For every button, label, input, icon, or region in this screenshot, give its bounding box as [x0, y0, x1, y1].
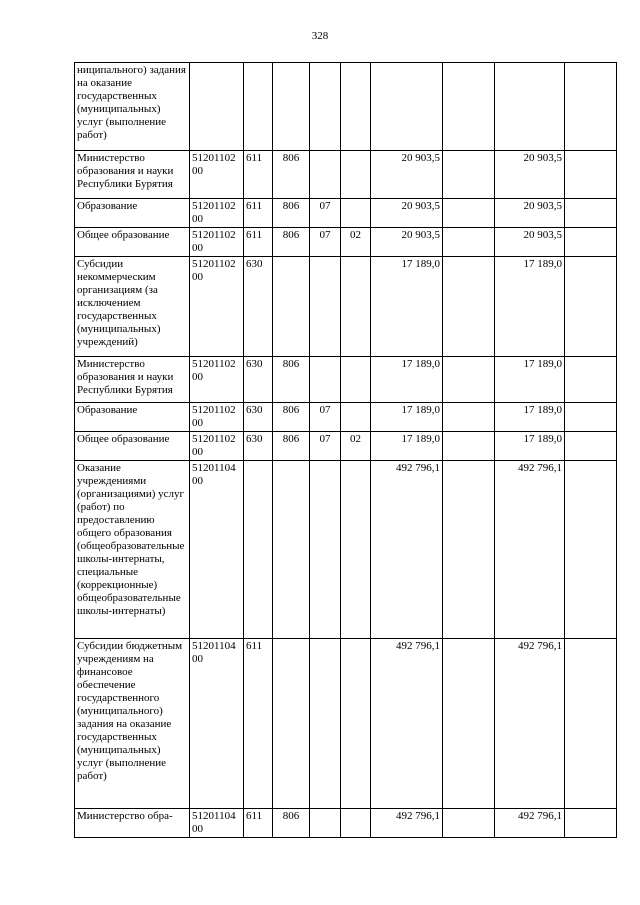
- row-sum1-cell: 17 189,0: [371, 403, 443, 432]
- row-pr-cell: [341, 639, 371, 809]
- table-row: [75, 257, 617, 357]
- row-code-cell: 5120110400: [190, 809, 244, 838]
- row-rz-cell: 07: [310, 432, 341, 461]
- row-empty-cell: [565, 639, 617, 809]
- row-sum1-cell: 492 796,1: [371, 639, 443, 809]
- row-grbs-cell: [273, 257, 310, 357]
- row-grbs-cell: 806: [273, 809, 310, 838]
- page-number: 328: [311, 30, 329, 42]
- row-code-cell: 5120110400: [190, 461, 244, 639]
- row-empty-cell: [565, 257, 617, 357]
- row-empty-cell: [443, 357, 495, 403]
- row-empty-cell: [565, 403, 617, 432]
- row-sum1-cell: 20 903,5: [371, 228, 443, 257]
- row-pr-cell: [341, 809, 371, 838]
- row-empty-cell: [443, 151, 495, 199]
- row-name-cell: Оказание учреждениями (организациями) услуг (работ) по предоставлению общего образования (общеобразовательные школы-интернаты, специальные (коррекционные) общеобразовательные школы-интернаты): [75, 461, 190, 639]
- row-sum1-cell: 492 796,1: [371, 809, 443, 838]
- row-empty-cell: [443, 257, 495, 357]
- row-sum2-cell: 17 189,0: [495, 357, 565, 403]
- row-empty-cell: [565, 228, 617, 257]
- row-rz-cell: [310, 357, 341, 403]
- row-rz-cell: 07: [310, 228, 341, 257]
- row-sum1-cell: 20 903,5: [371, 199, 443, 228]
- row-vr-cell: 630: [244, 257, 273, 357]
- row-empty-cell: [565, 199, 617, 228]
- row-name-cell: Министерство образования и науки Республики Бурятия: [75, 357, 190, 403]
- row-sum2-cell: 492 796,1: [495, 461, 565, 639]
- table-row: [75, 228, 617, 257]
- row-vr-cell: 611: [244, 809, 273, 838]
- row-vr-cell: 611: [244, 199, 273, 228]
- row-grbs-cell: [273, 639, 310, 809]
- row-empty-cell: [565, 432, 617, 461]
- row-code-cell: 5120110400: [190, 639, 244, 809]
- row-empty-cell: [443, 199, 495, 228]
- table-row: [75, 461, 617, 639]
- row-vr-cell: 630: [244, 403, 273, 432]
- row-code-cell: [190, 63, 244, 151]
- table-body: [75, 63, 617, 838]
- row-vr-cell: 611: [244, 228, 273, 257]
- row-rz-cell: [310, 257, 341, 357]
- row-code-cell: 5120110200: [190, 257, 244, 357]
- row-code-cell: 5120110200: [190, 432, 244, 461]
- row-sum2-cell: 492 796,1: [495, 809, 565, 838]
- row-sum1-cell: 17 189,0: [371, 432, 443, 461]
- row-vr-cell: 630: [244, 432, 273, 461]
- row-grbs-cell: [273, 461, 310, 639]
- row-grbs-cell: 806: [273, 151, 310, 199]
- row-name-cell: Министерство образования и науки Республики Бурятия: [75, 151, 190, 199]
- row-grbs-cell: 806: [273, 199, 310, 228]
- row-empty-cell: [565, 151, 617, 199]
- row-name-cell: Образование: [75, 403, 190, 432]
- row-pr-cell: [341, 151, 371, 199]
- row-rz-cell: [310, 63, 341, 151]
- row-grbs-cell: 806: [273, 228, 310, 257]
- row-pr-cell: [341, 199, 371, 228]
- row-code-cell: 5120110200: [190, 199, 244, 228]
- row-sum1-cell: [371, 63, 443, 151]
- row-rz-cell: [310, 809, 341, 838]
- table-row: [75, 639, 617, 809]
- row-sum1-cell: 20 903,5: [371, 151, 443, 199]
- row-sum2-cell: 20 903,5: [495, 151, 565, 199]
- row-rz-cell: 07: [310, 403, 341, 432]
- row-pr-cell: 02: [341, 432, 371, 461]
- row-sum1-cell: 17 189,0: [371, 357, 443, 403]
- table-row: [75, 432, 617, 461]
- row-sum2-cell: 20 903,5: [495, 228, 565, 257]
- table-row: [75, 357, 617, 403]
- row-empty-cell: [443, 639, 495, 809]
- row-sum2-cell: 17 189,0: [495, 257, 565, 357]
- budget-table: [74, 62, 617, 838]
- row-empty-cell: [443, 403, 495, 432]
- row-code-cell: 5120110200: [190, 357, 244, 403]
- row-grbs-cell: 806: [273, 403, 310, 432]
- table-row: [75, 63, 617, 151]
- table-row: [75, 403, 617, 432]
- table-row: [75, 199, 617, 228]
- row-sum2-cell: 492 796,1: [495, 639, 565, 809]
- row-empty-cell: [565, 63, 617, 151]
- row-pr-cell: [341, 461, 371, 639]
- row-pr-cell: [341, 257, 371, 357]
- row-empty-cell: [443, 63, 495, 151]
- row-empty-cell: [443, 809, 495, 838]
- row-empty-cell: [565, 357, 617, 403]
- row-empty-cell: [443, 228, 495, 257]
- row-sum1-cell: 492 796,1: [371, 461, 443, 639]
- row-grbs-cell: 806: [273, 432, 310, 461]
- row-code-cell: 5120110200: [190, 228, 244, 257]
- row-sum2-cell: 17 189,0: [495, 432, 565, 461]
- row-rz-cell: 07: [310, 199, 341, 228]
- row-vr-cell: [244, 63, 273, 151]
- row-name-cell: Общее образование: [75, 228, 190, 257]
- row-name-cell: Субсидии бюджетным учреждениям на финансовое обеспечение государственного (муниципального) задания на оказание государственных (муниципальных) услуг (выполнение работ): [75, 639, 190, 809]
- row-sum2-cell: 20 903,5: [495, 199, 565, 228]
- row-rz-cell: [310, 151, 341, 199]
- row-code-cell: 5120110200: [190, 151, 244, 199]
- table-row: [75, 809, 617, 838]
- row-code-cell: 5120110200: [190, 403, 244, 432]
- row-sum2-cell: [495, 63, 565, 151]
- row-vr-cell: 611: [244, 151, 273, 199]
- row-sum1-cell: 17 189,0: [371, 257, 443, 357]
- row-pr-cell: [341, 403, 371, 432]
- row-pr-cell: 02: [341, 228, 371, 257]
- table-row: [75, 151, 617, 199]
- row-rz-cell: [310, 461, 341, 639]
- row-name-cell: Министерство обра-: [75, 809, 190, 838]
- row-empty-cell: [443, 432, 495, 461]
- row-grbs-cell: [273, 63, 310, 151]
- row-name-cell: Общее образование: [75, 432, 190, 461]
- row-empty-cell: [565, 809, 617, 838]
- row-name-cell: Образование: [75, 199, 190, 228]
- row-vr-cell: 611: [244, 639, 273, 809]
- row-vr-cell: 630: [244, 357, 273, 403]
- row-rz-cell: [310, 639, 341, 809]
- row-grbs-cell: 806: [273, 357, 310, 403]
- row-name-cell: Субсидии некоммерческим организациям (за исключением государственных (муниципальных) учреждений): [75, 257, 190, 357]
- row-empty-cell: [443, 461, 495, 639]
- row-pr-cell: [341, 63, 371, 151]
- row-name-cell: ниципального) задания на оказание государственных (муниципальных) услуг (выполнение работ): [75, 63, 190, 151]
- row-vr-cell: [244, 461, 273, 639]
- row-pr-cell: [341, 357, 371, 403]
- row-sum2-cell: 17 189,0: [495, 403, 565, 432]
- row-empty-cell: [565, 461, 617, 639]
